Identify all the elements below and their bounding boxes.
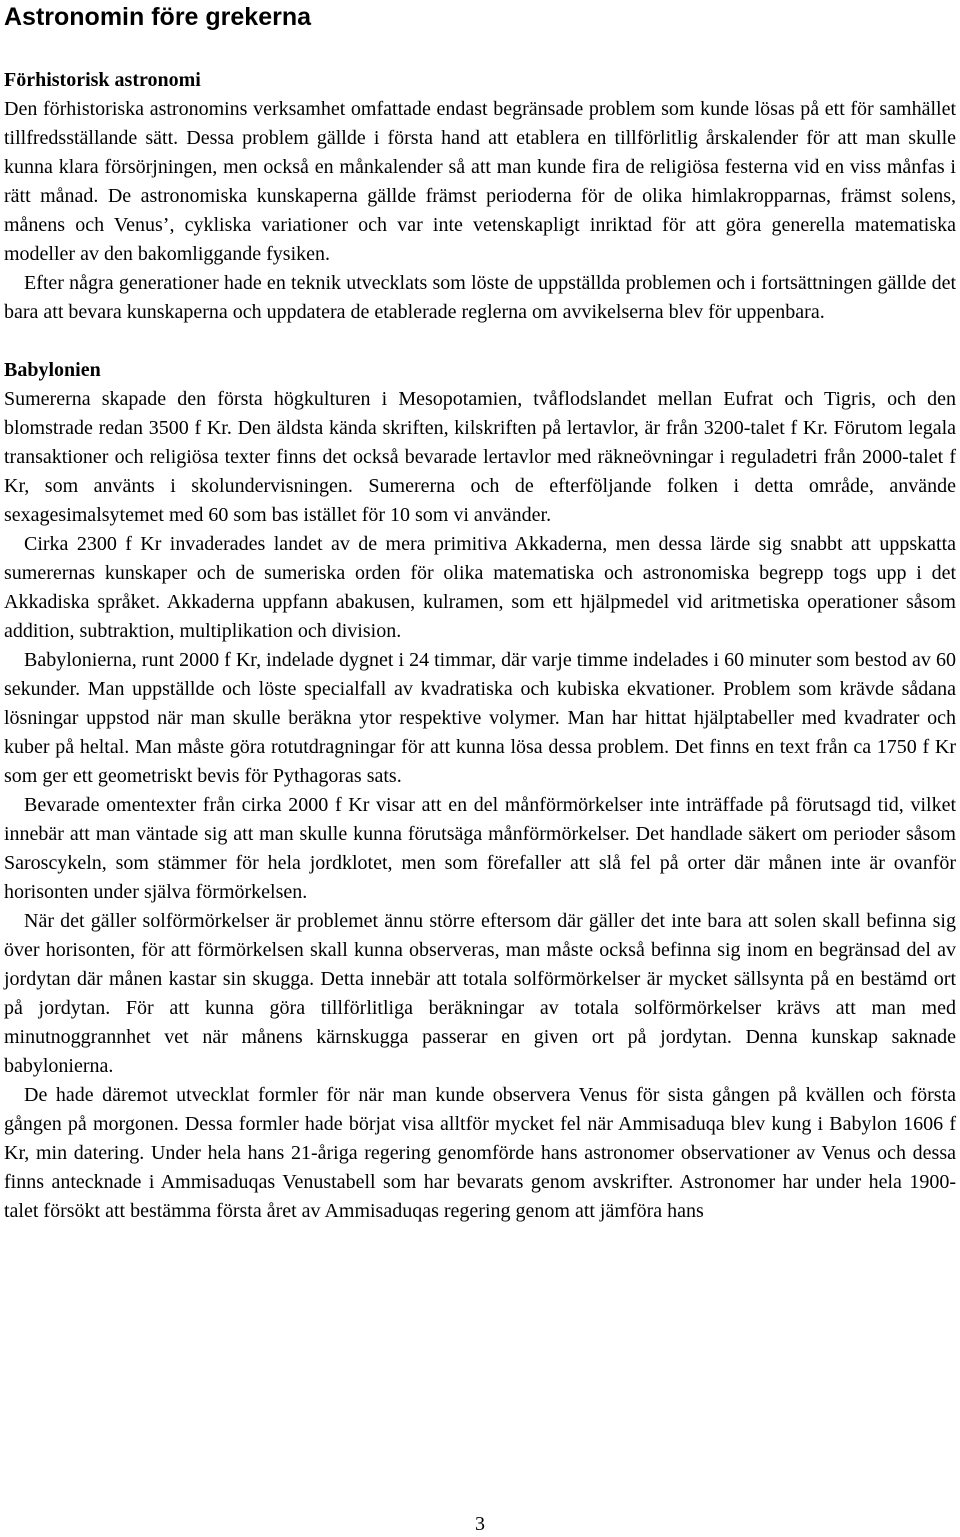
paragraph: Den förhistoriska astronomins verksamhet omfattade endast begränsade problem som kunde lösas på ett för samhället tillfredsställande sätt. Dessa problem gällde i första hand att etablera en tillförlitlig årskalender för att man skulle kunna klara försörjningen, men också en månkalender så att man kunde fira de religiösa festerna vid en viss månfas i rätt månad. De astronomiska kunskaperna gällde främst perioderna för de olika himlakropparnas, främst solens, månens och Venus’, cykliska variationer och var inte vetenskapligt inriktad för att göra generella matematiska modeller av den bakomliggande fysiken. (4, 98, 956, 265)
paragraph: De hade däremot utvecklat formler för när man kunde observera Venus för sista gången på kvällen och första gången på morgonen. Dessa formler hade börjat visa alltför mycket fel när Ammisaduqa blev kung i Babylon 1606 f Kr, min datering. Under hela hans 21-åriga regering genomförde hans astronomer observationer av Venus och dessa finns antecknade i Ammisaduqas Venustabell som har bevarats genom avskrifter. Astronomer har under hela 1900-talet försökt att bestämma första året av Ammisaduqas regering genom att jämföra hans (4, 1084, 956, 1222)
paragraph: Sumererna skapade den första högkulturen i Mesopotamien, tvåflodslandet mellan Eufrat och Tigris, och den blomstrade redan 3500 f Kr. Den äldsta kända skriften, kilskriften på lertavlor, är från 3200-talet f Kr. Förutom legala transaktioner och religiösa texter finns det också bevarade lertavlor med räkneövningar i reguladetri från 2000-talet f Kr, som använts i skolundervisningen. Sumererna och de efterföljande folken i detta område, använde sexagesimalsytemet med 60 som bas istället för 10 som vi använder. (4, 388, 956, 526)
paragraph: Babylonierna, runt 2000 f Kr, indelade dygnet i 24 timmar, där varje timme indelades i 60 minuter som bestod av 60 sekunder. Man uppställde och löste specialfall av kvadratiska och kubiska ekvationer. Problem som krävde sådana lösningar uppstod när man skulle beräkna ytor respektive volymer. Man har hittat hjälptabeller med kvadrater och kuber på heltal. Man måste göra rotutdragningar för att kunna lösa dessa problem. Det finns en text från ca 1750 f Kr som ger ett geometriskt bevis för Pythagoras sats. (4, 649, 956, 787)
section-babylonia (4, 356, 956, 1226)
document-title: Astronomin före grekerna (4, 3, 312, 31)
paragraph: Cirka 2300 f Kr invaderades landet av de mera primitiva Akkaderna, men dessa lärde sig snabbt att uppskatta sumerernas kunskaper och de sumeriska orden för olika matematiska och astronomiska begrepp togs upp i det Akkadiska språket. Akkaderna uppfann abakusen, kulramen, som ett hjälpmedel vid aritmetiska operationer såsom addition, subtraktion, multiplikation och division. (4, 533, 956, 642)
section-prehistoric-astronomy (4, 66, 956, 327)
document-page (4, 0, 956, 1226)
section-heading: Förhistorisk astronomi (4, 69, 201, 91)
paragraph: Efter några generationer hade en teknik utvecklats som löste de uppställda problemen och i fortsättningen gällde det bara att bevara kunskaperna och uppdatera de etablerade reglerna om avvikelserna blev för uppenbara. (4, 272, 956, 323)
paragraph: Bevarade omentexter från cirka 2000 f Kr visar att en del månförmörkelser inte inträffade på förutsagd tid, vilket innebär att man väntade sig att man skulle kunna förutsäga månförmörkelser. Det handlade säkert om perioder såsom Saroscykeln, som stämmer för hela jordklotet, men som förefaller att slå fel på orter där månen inte är ovanför horisonten under själva förmörkelsen. (4, 794, 956, 903)
section-heading: Babylonien (4, 359, 101, 381)
paragraph: När det gäller solförmörkelser är problemet ännu större eftersom där gäller det inte bara att solen skall befinna sig över horisonten, för att förmörkelsen skall kunna observeras, man måste också befinna sig inom en begränsad del av jordytan där månen kastar sin skugga. Detta innebär att totala solförmörkelser är mycket sällsynta på en bestämd ort på jordytan. För att kunna göra tillförlitliga beräkningar av totala solförmörkelser krävs att man med minutnoggrannhet vet när månens kärnskugga passerar en given ort på jordytan. Denna kunskap saknade babylonierna. (4, 910, 956, 1077)
page-number: 3 (475, 1513, 485, 1535)
